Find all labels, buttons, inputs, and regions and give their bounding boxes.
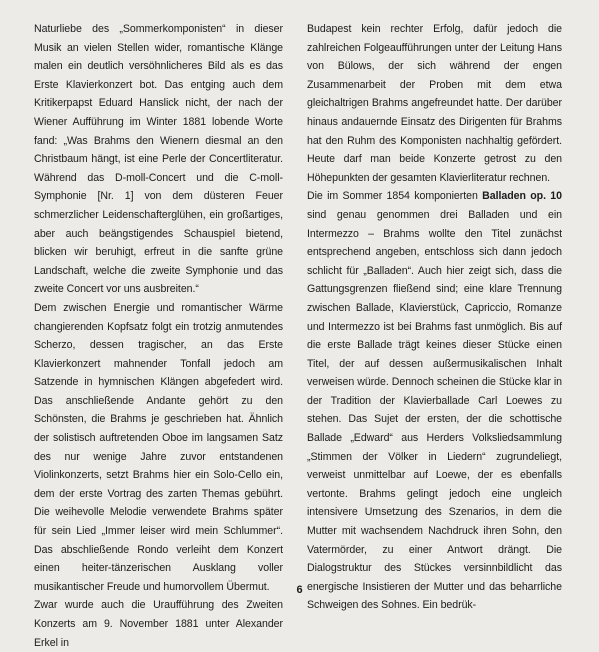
right-paragraph-1: Budapest kein rechter Erfolg, dafür jedoch die zahlreichen Folgeaufführungen unter der Leitung Hans von Bülows, der sich während der engen Zusammenarbeit der Proben mit dem etwa gleichaltrigen Brahms angefreundet hatte. Der darüber hinaus andauernde Einsatz des Dirigenten für Brahms hat den Ruhm des Komponisten nachhaltig gefördert. Heute darf man beide Konzerte getrost zu den Höhepunkten der gesamten Klavierliteratur rechnen. [307,23,562,184]
left-paragraph-2: Dem zwischen Energie und romantischer Wärme changierenden Kopfsatz folgt ein trotzig anmutendes Scherzo, dessen tragischer, an das Erste Klavierkonzert mahnender Tonfall jedoch am Satzende in hymnischen Klängen abgefedert wird. Das anschließende Andante gehört zu den Schönsten, die Brahms je geschrieben hat. Ähnlich der solistisch auftretenden Oboe im langsamen Satz des nur wenige Jahre zuvor entstandenen Violinkonzerts, setzt Brahms hier ein Solo-Cello ein, dem der erste Vortrag des zarten Themas gebührt. Die weihevolle Melodie verwendete Brahms später für sein Lied „Immer leiser wird mein Schlummer“. Das abschließende Rondo verleiht dem Konzert einen heiter-tänzerischen Ausklang voller musikantischer Freude und humorvollem Übermut. [34,301,283,593]
left-paragraph-3: Zwar wurde auch die Uraufführung des Zweiten Konzerts am 9. November 1881 unter Alexander Erkel in [34,599,283,649]
right-text-column [307,20,562,615]
right-paragraph-2-body: sind genau genommen drei Balladen und ein Intermezzo – Brahms wollte den Titel zunächst entsprechend angeben, entschloss sich dann jedoch schlicht für „Balladen“. Auch hier zeigt sich, dass die Gattungsgrenzen fließend sind; eine klare Trennung zwischen Ballade, Klavierstück, Capriccio, Romanze und Intermezzo ist bei Brahms fast unmöglich. Bis auf die erste Ballade trägt keines dieser Stücke einen Titel, der auf dessen außermusikalischen Inhalt verweisen würde. Dennoch scheinen die Stücke klar in der Tradition der Klavierballade Carl Loewes zu stehen. Das Sujet der ersten, der die schottische Ballade „Edward“ aus Herders Volksliedsammlung „Stimmen der Völker in Liedern“ zugrundeliegt, verweist unmittelbar auf Loewe, der es ebenfalls vertonte. Brahms gelingt jedoch eine ungleich intensivere Umsetzung des Szenarios, in dem die Mutter mit wachsendem Nachdruck ihren Sohn, den Vatermörder, zu einer Antwort drängt. Die Dialogstruktur des Stückes versinnbildlicht das energische Insistieren der Mutter und das beharrliche Schweigen des Sohnes. Ein bedrük- [307,208,562,612]
left-text-column [34,20,283,652]
right-paragraph-2-intro: Die im Sommer 1854 komponierten [307,190,483,203]
right-paragraph-2 [307,187,562,615]
left-paragraph-1: Naturliebe des „Sommerkomponisten“ in dieser Musik an vielen Stellen wider, romantische Klänge malen ein deutlich versöhnlicheres Bild als es das Erste Klavierkonzert bot. Das entging auch dem Kritikerpapst Eduard Hanslick nicht, der nach der Wiener Aufführung im Winter 1881 lobende Worte fand: „Was Brahms den Wienern diesmal an den Christbaum hängt, ist eine Perle der Concertliteratur. Während das D-moll-Concert und die C-moll-Symphonie [Nr. 1] von dem düsteren Feuer schmerzlicher Leidenschafterglühen, ein großartiges, aber auch beängstigendes Schauspiel bietend, blicken wir beruhigt, erfreut in die sanfte grüne Landschaft, welche die zweite Symphonie und das zweite Concert vor uns ausbreiten.“ [34,23,283,296]
page-number: 6 [296,584,303,596]
work-title-balladen-op10: Balladen op. 10 [482,190,562,203]
